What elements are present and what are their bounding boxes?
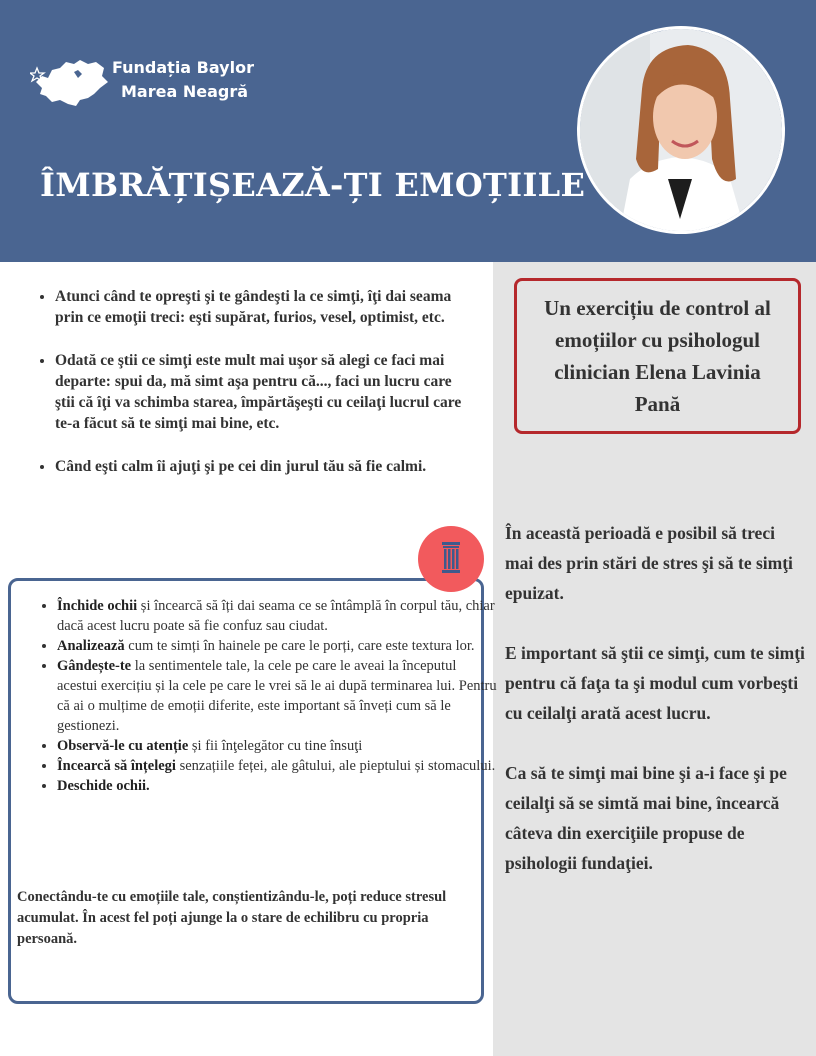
exercise-steps-list xyxy=(32,596,497,796)
page-title: ÎMBRĂȚIȘEAZĂ-ȚI EMOȚIILE xyxy=(40,166,586,204)
step-text: și fii înţelegător cu tine însuţi xyxy=(188,738,363,754)
step-action: Încearcă să înțelegi xyxy=(57,758,176,774)
list-item: • Odată ce ştii ce simţi este mult mai uşor să alegi ce faci mai departe: spui da, mă simt aşa pentru că..., faci un lucru care ştii că îţi va schimba starea, împărtăşeşti cu ceilaţi lucrul care te-a făcut să te simţi mai bine, etc. xyxy=(55,350,475,434)
exercise-title: Un exercițiu de control al emoțiilor cu psihologul clinician Elena Lavinia Pană xyxy=(544,296,771,416)
column-badge xyxy=(418,526,484,592)
list-item xyxy=(57,656,497,736)
step-action: Închide ochii xyxy=(57,598,138,614)
sidebar-paragraph: În această perioadă e posibil să treci mai des prin stări de stres şi să te simţi epuizat. xyxy=(505,523,793,603)
step-action: Observă-le cu atenție xyxy=(57,738,189,754)
psychologist-photo xyxy=(577,26,785,234)
exercise-conclusion: Conectându-te cu emoțiile tale, conștientizându-le, poți reduce stresul acumulat. În acest fel poți ajunge la o stare de echilibru cu propria persoană. xyxy=(17,889,447,947)
step-action: Deschide ochii. xyxy=(57,778,150,794)
intro-bullet-list xyxy=(30,286,475,499)
list-item xyxy=(57,596,497,636)
header-banner xyxy=(0,0,816,262)
star-icon xyxy=(30,68,44,81)
foundation-logo[interactable] xyxy=(30,54,270,110)
exercise-title-box xyxy=(514,278,801,434)
list-item xyxy=(57,776,497,796)
logo-line2: Marea Neagră xyxy=(121,82,249,101)
step-action: Gândește-te xyxy=(57,658,132,674)
sidebar-paragraph: Ca să te simţi mai bine şi a-i face şi pe ceilalţi să se simtă mai bine, încearcă câteva din exerciţiile propuse de psihologii fundaţiei. xyxy=(505,763,787,873)
step-action: Analizează xyxy=(57,638,125,654)
sidebar-text xyxy=(505,518,805,908)
logo-line1: Fundația Baylor xyxy=(112,58,254,77)
list-item xyxy=(57,756,497,776)
list-item xyxy=(57,636,497,656)
black-sea-map-icon xyxy=(30,54,110,110)
list-item: • Când eşti calm îi ajuţi şi pe cei din jurul tău să fie calmi. xyxy=(55,456,475,477)
step-text: cum te simți în hainele pe care le porți, care este textura lor. xyxy=(124,638,475,654)
step-text: la sentimentele tale, la cele pe care le aveai la începutul acestui exercițiu și la cele pe care le vrei să le ai după terminarea lui. Pentru că ai o mulțime de emoții diferite, este important să înveți cum să le gestionezi. xyxy=(57,658,497,734)
step-text: senzațiile feței, ale gâtului, ale pieptului și stomacului. xyxy=(175,758,496,774)
column-icon xyxy=(418,526,484,592)
list-item: • Atunci când te opreşti şi te gândeşti la ce simţi, îţi dai seama prin ce emoţii treci: eşti supărat, furios, vesel, optimist, etc. xyxy=(55,286,475,328)
list-item xyxy=(57,736,497,756)
step-text: și încearcă să îți dai seama ce se întâmplă în corpul tău, chiar dacă acest lucru poate să fie confuz sau ciudat. xyxy=(57,598,495,634)
logo-text xyxy=(112,56,254,104)
sidebar-paragraph: E important să ştii ce simţi, cum te simţi pentru că faţa ta şi modul cum vorbeşti cu ceilalţi arată acest lucru. xyxy=(505,643,805,723)
